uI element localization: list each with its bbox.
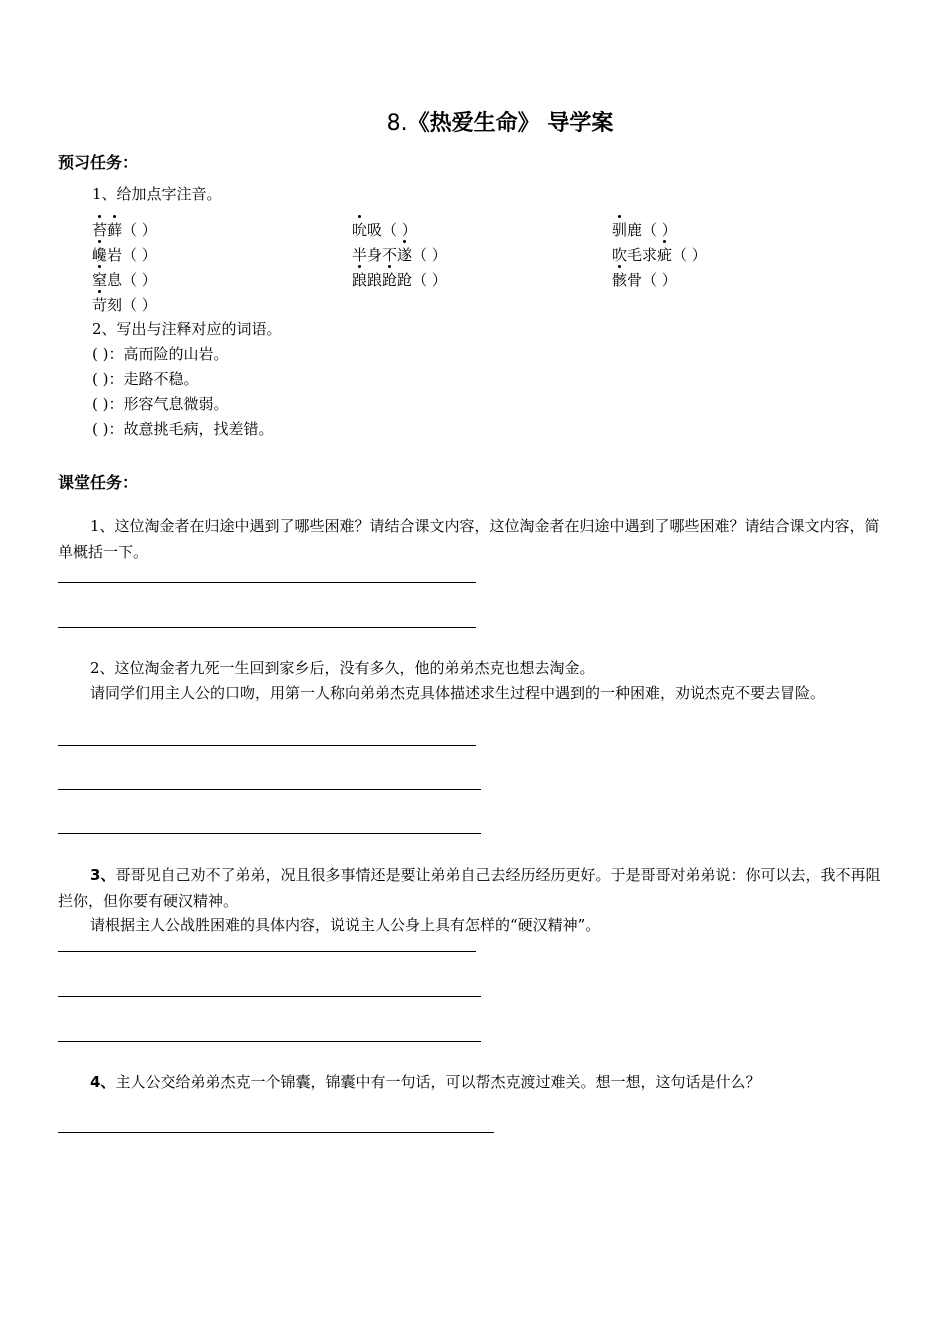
answer-line[interactable]: [58, 1041, 481, 1042]
answer-line[interactable]: [58, 996, 481, 997]
answer-line[interactable]: [58, 1132, 494, 1133]
question-3-number: 3、: [90, 866, 116, 884]
pinyin-item: 吮吸（ ）: [352, 221, 417, 239]
answer-line[interactable]: [58, 951, 476, 952]
definition-item: ( )：高而险的山岩。: [92, 345, 229, 363]
preview-heading: 预习任务：: [58, 153, 139, 172]
pinyin-item: 驯鹿（ ）: [612, 221, 677, 239]
pinyin-item: 半身不遂（ ）: [352, 246, 447, 264]
task1-label: 1、给加点字注音。: [92, 185, 222, 203]
definition-item: ( )：故意挑毛病，找差错。: [92, 420, 274, 438]
question-4: 4、主人公交给弟弟杰克一个锦囊，锦囊中有一句话，可以帮杰克渡过难关。想一想，这句话是什么？: [90, 1073, 761, 1091]
class-heading: 课堂任务：: [58, 473, 139, 492]
pinyin-item: 巉岩（ ）: [92, 246, 157, 264]
answer-line[interactable]: [58, 833, 481, 834]
question-2a: 2、这位淘金者九死一生回到家乡后，没有多久，他的弟弟杰克也想去淘金。: [90, 659, 595, 677]
pinyin-item: 窒息（ ）: [92, 271, 157, 289]
question-4-number: 4、: [90, 1073, 116, 1091]
answer-line[interactable]: [58, 745, 476, 746]
pinyin-item: 苔藓（ ）: [92, 221, 157, 239]
definition-item: ( )：走路不稳。: [92, 370, 199, 388]
page-title: [0, 106, 950, 137]
title-number: 8.: [386, 111, 408, 136]
question-2b: 请同学们用主人公的口吻，用第一人称向弟弟杰克具体描述求生过程中遇到的一种困难，劝说杰克不要去冒险。: [90, 684, 826, 702]
title-main: 《热爱生命》 导学案: [407, 111, 614, 136]
answer-line[interactable]: [58, 582, 476, 583]
definition-item: ( )：形容气息微弱。: [92, 395, 229, 413]
question-3a: 3、哥哥见自己劝不了弟弟，况且很多事情还是要让弟弟自己去经历经历更好。于是哥哥对弟弟说：你可以去，我不再阻拦你，但你要有硬汉精神。: [58, 866, 881, 910]
pinyin-item: 苛刻（ ）: [92, 296, 157, 314]
pinyin-item: 踉踉跄跄（ ）: [352, 271, 447, 289]
answer-line[interactable]: [58, 789, 481, 790]
question-3b: 请根据主人公战胜困难的具体内容，说说主人公身上具有怎样的“硬汉精神”。: [90, 916, 601, 934]
answer-line[interactable]: [58, 627, 476, 628]
question-1: 1、这位淘金者在归途中遇到了哪些困难？请结合课文内容，这位淘金者在归途中遇到了哪些困难？请结合课文内容，简单概括一下。: [58, 517, 880, 561]
pinyin-item: 吹毛求疵（ ）: [612, 246, 707, 264]
pinyin-item: 骸骨（ ）: [612, 271, 677, 289]
task2-label: 2、写出与注释对应的词语。: [92, 320, 282, 338]
